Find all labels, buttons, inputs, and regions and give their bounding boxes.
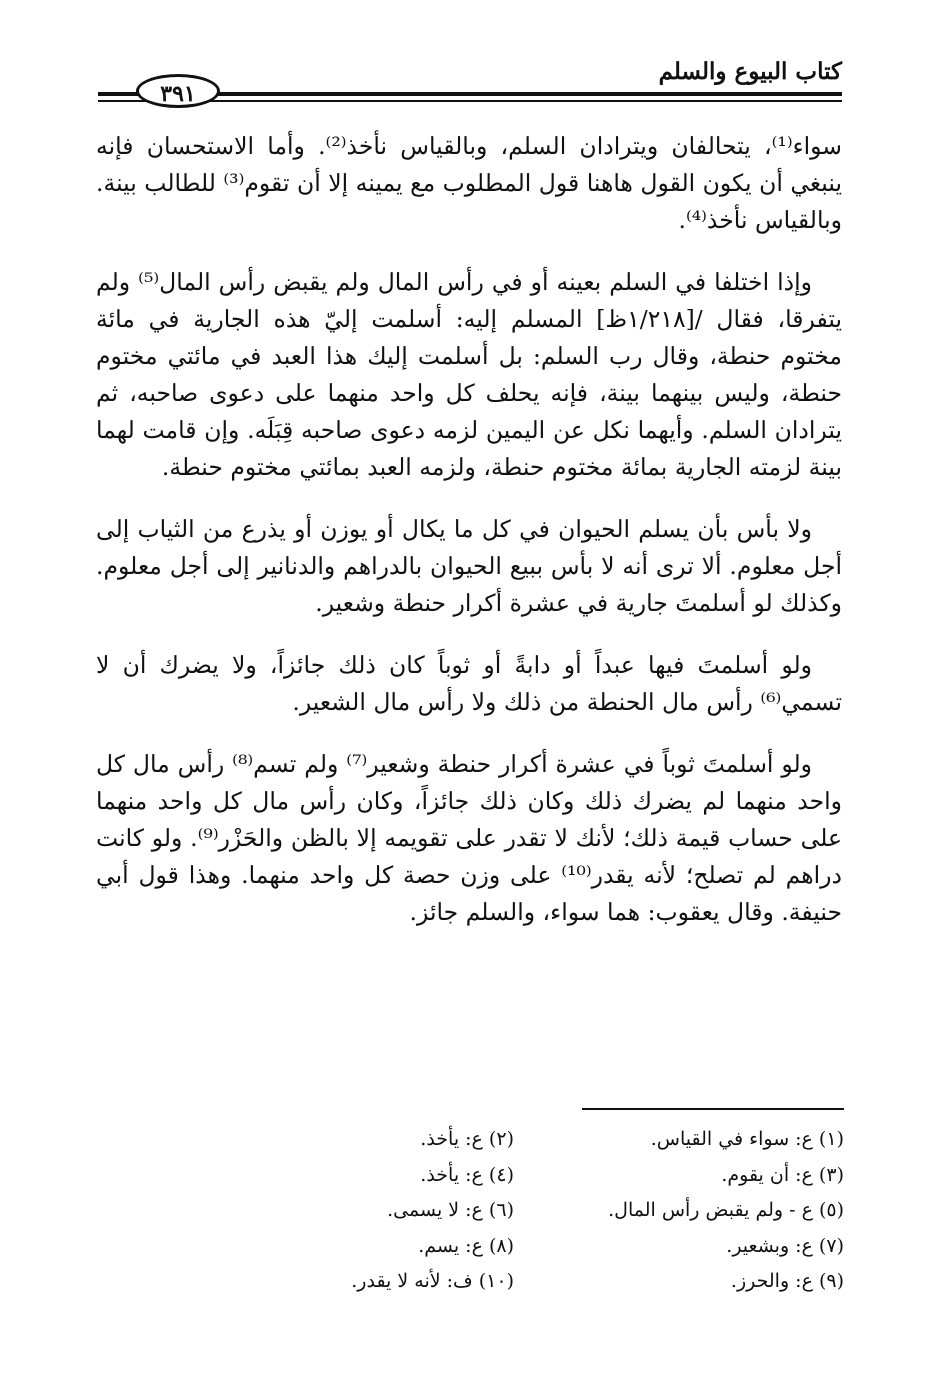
footnote: (٧) ع: وبشعير.: [726, 1234, 844, 1257]
footnote: (١٠) ف: لأنه لا يقدر.: [351, 1270, 514, 1292]
footnote: (٩) ع: والحرز.: [730, 1270, 844, 1292]
footnote-separator: [582, 1108, 844, 1110]
page-header: [98, 58, 842, 108]
footnote: (٢) ع: يأخذ.: [420, 1128, 514, 1150]
footnotes-right-column: [544, 1122, 844, 1300]
footnote: (٤) ع: يأخذ.: [420, 1163, 514, 1186]
main-text: [96, 128, 842, 956]
footnote: (٣) ع: أن يقوم.: [721, 1163, 844, 1186]
paragraph: ولو أسلمتَ ثوباً في عشرة أكرار حنطة وشعير⁽⁷⁾ ولم تسم⁽⁸⁾ رأس مال كل واحد منهما لم يضرك ذلك وكان ذلك جائزاً، وكان رأس مال كل واحد منهما على حساب قيمة ذلك؛ لأنك لا تقدر على تقويمه إلا بالظن والحَزْر⁽⁹⁾. ولو كانت دراهم لم تصلح؛ لأنه يقدر⁽¹⁰⁾ على وزن حصة كل واحد منهما. وهذا قول أبي حنيفة. وقال يعقوب: هما سواء، والسلم جائز.: [96, 750, 842, 926]
paragraph: سواء⁽¹⁾، يتحالفان ويترادان السلم، وبالقياس نأخذ⁽²⁾. وأما الاستحسان فإنه ينبغي أن يكون القول هاهنا قول المطلوب مع يمينه إلا أن تقوم⁽³⁾ للطالب بينة. وبالقياس نأخذ⁽⁴⁾.: [96, 132, 842, 234]
paragraph: ولا بأس بأن يسلم الحيوان في كل ما يكال أو يوزن أو يذرع من الثياب إلى أجل معلوم. ألا ترى أنه لا بأس ببيع الحيوان بالدراهم والدنانير إلى أجل معلوم. وكذلك لو أسلمتَ جارية في عشرة أكرار حنطة وشعير.: [96, 515, 842, 617]
paragraph: وإذا اختلفا في السلم بعينه أو في رأس المال ولم يقبض رأس المال⁽⁵⁾ ولم يتفرقا، فقال /[١/٢١٨ظ] المسلم إليه: أسلمت إليّ هذه الجارية في مائة مختوم حنطة، وقال رب السلم: بل أسلمت إليك هذا العبد في مائتي مختوم حنطة، وليس بينهما بينة، فإنه يحلف كل واحد منهما على دعوى صاحبه، ثم يترادان السلم. وأيهما نكل عن اليمين لزمه دعوى صاحبه قِبَلَه. وإن قامت لهما بينة لزمته الجارية بمائة مختوم حنطة، ولزمه العبد بمائتي مختوم حنطة.: [96, 268, 842, 481]
book-title: كتاب البيوع والسلم: [658, 58, 842, 85]
footnote: (٨) ع: يسم.: [418, 1234, 514, 1257]
footnotes-left-column: [214, 1122, 514, 1300]
paragraph: ولو أسلمتَ فيها عبداً أو دابةً أو ثوباً كان ذلك جائزاً، ولا يضرك أن لا تسمي⁽⁶⁾ رأس مال الحنطة من ذلك ولا رأس مال الشعير.: [96, 651, 842, 716]
footnote: (٥) ع - ولم يقبض رأس المال.: [608, 1199, 844, 1221]
footnote: (١) ع: سواء في القياس.: [650, 1128, 844, 1150]
footnote: (٦) ع: لا يسمى.: [387, 1199, 514, 1221]
page-number: ٣٩١: [136, 74, 220, 108]
